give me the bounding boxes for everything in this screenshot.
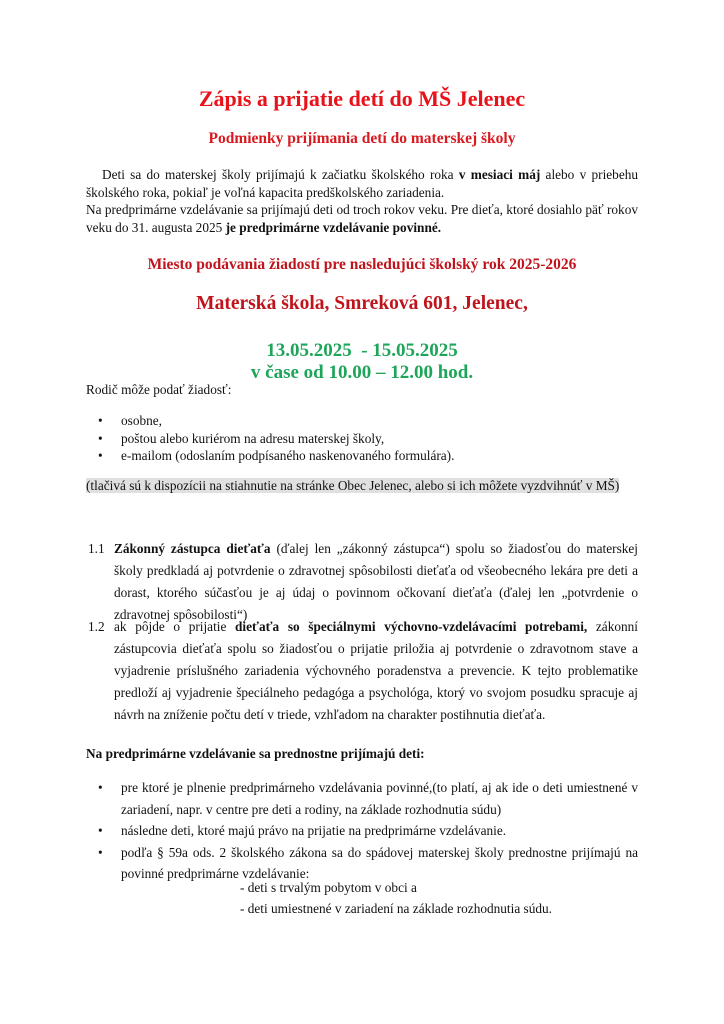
item-bold: dieťaťa so špeciálnymi výchovno-vzdelávacími potrebami, <box>235 619 588 634</box>
bullet-icon: • <box>98 844 103 860</box>
intro-paragraph-2 <box>86 201 638 236</box>
list-item-text: následne deti, ktoré majú právo na prijatie na predprimárne vzdelávanie. <box>121 823 507 838</box>
priority-heading: Na predprimárne vzdelávanie sa prednostne prijímajú deti: <box>86 746 425 761</box>
item-pre: ak pôjde o prijatie <box>114 619 236 634</box>
conditions-heading: Podmienky prijímania detí do materskej školy <box>208 130 516 147</box>
bullet-icon: • <box>98 780 103 795</box>
list-item-text: podľa § 59a ods. 2 školského zákona sa do spádovej materskej školy prednostne prijímajú na povinné predprimárne vzdelávanie: <box>121 844 638 881</box>
list-item <box>86 447 638 465</box>
mandatory-bold: je predprimárne vzdelávanie povinné. <box>225 219 442 235</box>
item-number: 1.1 <box>88 541 105 556</box>
intro-text: Deti sa do materskej školy prijímajú k začiatku školského roka <box>102 167 459 182</box>
forms-note-text: (tlačivá sú k dispozícii na stiahnutie na stránke Obec Jelenec, alebo si ich môžete vyzdvihnúť v MŠ) <box>86 478 620 493</box>
enrollment-dates <box>86 340 638 384</box>
item-text <box>88 616 638 726</box>
priority-subitem: - deti s trvalým pobytom v obci a <box>240 880 417 895</box>
submit-label: Rodič môže podať žiadosť: <box>86 382 232 397</box>
bullet-icon: • <box>98 430 103 446</box>
bullet-icon: • <box>98 413 103 428</box>
intro-text-cont: alebo v priebehu školského roka, pokiaľ je voľná kapacita predškolského zariadenia. <box>86 167 639 200</box>
list-item <box>86 412 638 430</box>
item-bold: Zákonný zástupca dieťaťa <box>114 541 271 556</box>
list-item <box>86 777 638 820</box>
list-item-text: osobne, <box>121 413 162 428</box>
item-text <box>88 538 638 626</box>
numbered-item <box>88 616 638 726</box>
list-item <box>86 430 638 448</box>
bullet-icon: • <box>98 448 103 463</box>
date-range: 13.05.2025 - 15.05.2025 <box>266 340 458 361</box>
intro-bold-month: v mesiaci máj <box>458 167 541 182</box>
place-heading: Miesto podávania žiadostí pre nasledujúci školský rok 2025-2026 <box>147 256 577 273</box>
numbered-item <box>88 538 638 626</box>
intro-paragraph-1 <box>86 166 638 201</box>
item-number: 1.2 <box>88 619 105 634</box>
priority-list <box>86 777 638 885</box>
school-address: Materská škola, Smreková 601, Jelenec, <box>196 293 528 314</box>
list-item-text: poštou alebo kuriérom na adresu materskej školy, <box>121 430 385 446</box>
submit-methods-list <box>86 412 638 465</box>
list-item <box>86 820 638 842</box>
list-item-text: e-mailom (odoslaním podpísaného naskenovaného formulára). <box>121 448 455 463</box>
document-title: Zápis a prijatie detí do MŠ Jelenec <box>198 86 526 111</box>
list-item-text: pre ktoré je plnenie predprimárneho vzdelávania povinné,(to platí, aj ak ide o deti umiestnené v zariadení, napr. v centre pre deti a rodiny, na základe rozhodnutia súdu) <box>121 780 638 817</box>
priority-subitem: - deti umiestnené v zariadení na základe rozhodnutia súdu. <box>240 901 552 916</box>
age-text: Na predprimárne vzdelávanie sa prijímajú deti od troch rokov veku. Pre dieťa, ktoré dosiahlo päť rokov veku do 31. augusta 2025 <box>86 202 638 235</box>
item-body: (ďalej len „zákonný zástupca“) spolu so žiadosťou do materskej školy predkladá aj potvrdenie o zdravotnej spôsobilosti dieťaťa od všeobecného lekára pre deti a dorast, ktorého súčasťou je aj údaj o povinnom očkovaní dieťaťa (ďalej len „potvrdenie o zdravotnej spôsobilosti“) <box>114 541 638 622</box>
forms-note <box>86 477 638 495</box>
time-range: v čase od 10.00 – 12.00 hod. <box>250 362 474 383</box>
bullet-icon: • <box>98 823 103 838</box>
item-body: zákonní zástupcovia dieťaťa spolu so žiadosťou o prijatie priložia aj potvrdenie o zdravotnom stave a vyjadrenie príslušného zariadenia výchovného poradenstva a prevencie. K tejto problematike predloží aj vyjadrenie špeciálneho pedagóga a psychológa, ktorý vo svojom posudku spracuje aj návrh na zníženie počtu detí v triede, vzhľadom na charakter postihnutia dieťaťa. <box>114 619 638 722</box>
